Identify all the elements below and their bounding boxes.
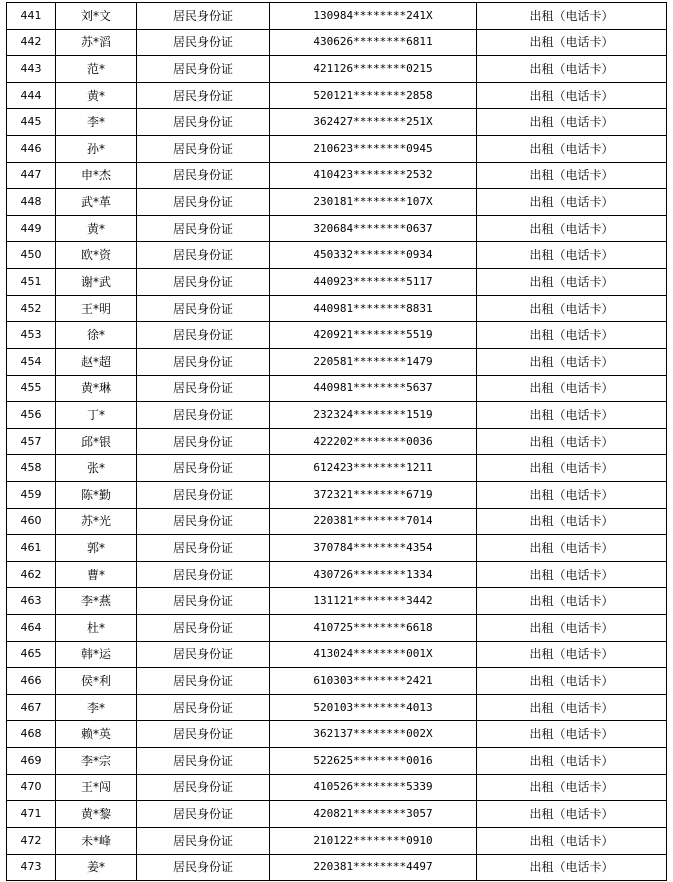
id-type-cell: 居民身份证 [137, 82, 270, 109]
remark-cell: 出租（电话卡） [477, 375, 667, 402]
remark-cell: 出租（电话卡） [477, 402, 667, 429]
id-type-cell: 居民身份证 [137, 322, 270, 349]
table-row [7, 535, 667, 562]
table-row [7, 82, 667, 109]
row-number-cell: 468 [7, 721, 56, 748]
name-cell: 郭* [56, 535, 137, 562]
remark-cell: 出租（电话卡） [477, 774, 667, 801]
id-number-cell: 210122********0910 [270, 827, 477, 854]
row-number-cell: 441 [7, 3, 56, 30]
id-number-cell: 131121********3442 [270, 588, 477, 615]
name-cell: 杜* [56, 615, 137, 642]
id-number-cell: 440981********8831 [270, 295, 477, 322]
id-number-cell: 450332********0934 [270, 242, 477, 269]
name-cell: 刘*文 [56, 3, 137, 30]
row-number-cell: 473 [7, 854, 56, 881]
id-number-cell: 130984********241X [270, 3, 477, 30]
remark-cell: 出租（电话卡） [477, 615, 667, 642]
name-cell: 黄* [56, 82, 137, 109]
row-number-cell: 465 [7, 641, 56, 668]
remark-cell: 出租（电话卡） [477, 508, 667, 535]
table-row [7, 348, 667, 375]
row-number-cell: 463 [7, 588, 56, 615]
table-row [7, 109, 667, 136]
id-type-cell: 居民身份证 [137, 615, 270, 642]
remark-cell: 出租（电话卡） [477, 748, 667, 775]
table-row [7, 402, 667, 429]
remark-cell: 出租（电话卡） [477, 455, 667, 482]
remark-cell: 出租（电话卡） [477, 428, 667, 455]
id-type-cell: 居民身份证 [137, 694, 270, 721]
table-row [7, 508, 667, 535]
table-row [7, 694, 667, 721]
remark-cell: 出租（电话卡） [477, 269, 667, 296]
id-type-cell: 居民身份证 [137, 508, 270, 535]
id-number-cell: 230181********107X [270, 189, 477, 216]
row-number-cell: 445 [7, 109, 56, 136]
remark-cell: 出租（电话卡） [477, 189, 667, 216]
row-number-cell: 449 [7, 215, 56, 242]
id-type-cell: 居民身份证 [137, 56, 270, 83]
id-type-cell: 居民身份证 [137, 668, 270, 695]
id-type-cell: 居民身份证 [137, 162, 270, 189]
id-number-cell: 440981********5637 [270, 375, 477, 402]
id-type-cell: 居民身份证 [137, 136, 270, 163]
id-type-cell: 居民身份证 [137, 641, 270, 668]
id-number-cell: 612423********1211 [270, 455, 477, 482]
row-number-cell: 462 [7, 561, 56, 588]
id-type-cell: 居民身份证 [137, 801, 270, 828]
id-number-cell: 422202********0036 [270, 428, 477, 455]
id-number-cell: 220581********1479 [270, 348, 477, 375]
row-number-cell: 444 [7, 82, 56, 109]
id-number-cell: 362427********251X [270, 109, 477, 136]
id-number-cell: 520103********4013 [270, 694, 477, 721]
remark-cell: 出租（电话卡） [477, 641, 667, 668]
table-row [7, 827, 667, 854]
row-number-cell: 446 [7, 136, 56, 163]
remark-cell: 出租（电话卡） [477, 162, 667, 189]
name-cell: 曹* [56, 561, 137, 588]
name-cell: 张* [56, 455, 137, 482]
table-row [7, 215, 667, 242]
remark-cell: 出租（电话卡） [477, 588, 667, 615]
row-number-cell: 467 [7, 694, 56, 721]
id-type-cell: 居民身份证 [137, 348, 270, 375]
id-type-cell: 居民身份证 [137, 109, 270, 136]
name-cell: 姜* [56, 854, 137, 881]
id-number-cell: 370784********4354 [270, 535, 477, 562]
remark-cell: 出租（电话卡） [477, 561, 667, 588]
id-type-cell: 居民身份证 [137, 748, 270, 775]
remark-cell: 出租（电话卡） [477, 668, 667, 695]
table-row [7, 801, 667, 828]
table-row [7, 162, 667, 189]
row-number-cell: 452 [7, 295, 56, 322]
id-type-cell: 居民身份证 [137, 375, 270, 402]
table-row [7, 588, 667, 615]
row-number-cell: 453 [7, 322, 56, 349]
remark-cell: 出租（电话卡） [477, 827, 667, 854]
id-number-cell: 232324********1519 [270, 402, 477, 429]
id-type-cell: 居民身份证 [137, 215, 270, 242]
id-number-cell: 440923********5117 [270, 269, 477, 296]
id-type-cell: 居民身份证 [137, 295, 270, 322]
id-number-cell: 372321********6719 [270, 481, 477, 508]
id-number-cell: 520121********2858 [270, 82, 477, 109]
id-type-cell: 居民身份证 [137, 774, 270, 801]
name-cell: 苏*光 [56, 508, 137, 535]
row-number-cell: 460 [7, 508, 56, 535]
row-number-cell: 471 [7, 801, 56, 828]
row-number-cell: 464 [7, 615, 56, 642]
table-row [7, 428, 667, 455]
remark-cell: 出租（电话卡） [477, 535, 667, 562]
id-type-cell: 居民身份证 [137, 827, 270, 854]
name-cell: 李* [56, 109, 137, 136]
table-row [7, 641, 667, 668]
row-number-cell: 470 [7, 774, 56, 801]
id-type-cell: 居民身份证 [137, 455, 270, 482]
table-row [7, 3, 667, 30]
remark-cell: 出租（电话卡） [477, 481, 667, 508]
row-number-cell: 448 [7, 189, 56, 216]
remark-cell: 出租（电话卡） [477, 854, 667, 881]
name-cell: 未*峰 [56, 827, 137, 854]
table-row [7, 668, 667, 695]
table-row [7, 615, 667, 642]
row-number-cell: 450 [7, 242, 56, 269]
name-cell: 申*杰 [56, 162, 137, 189]
table-row [7, 295, 667, 322]
row-number-cell: 456 [7, 402, 56, 429]
record-table [6, 2, 667, 881]
remark-cell: 出租（电话卡） [477, 242, 667, 269]
name-cell: 苏*滔 [56, 29, 137, 56]
table-row [7, 269, 667, 296]
remark-cell: 出租（电话卡） [477, 694, 667, 721]
name-cell: 王*明 [56, 295, 137, 322]
id-number-cell: 362137********002X [270, 721, 477, 748]
remark-cell: 出租（电话卡） [477, 721, 667, 748]
id-number-cell: 420921********5519 [270, 322, 477, 349]
id-number-cell: 410423********2532 [270, 162, 477, 189]
name-cell: 邱*银 [56, 428, 137, 455]
id-type-cell: 居民身份证 [137, 481, 270, 508]
id-number-cell: 420821********3057 [270, 801, 477, 828]
id-type-cell: 居民身份证 [137, 3, 270, 30]
name-cell: 赖*英 [56, 721, 137, 748]
table-row [7, 375, 667, 402]
remark-cell: 出租（电话卡） [477, 56, 667, 83]
id-type-cell: 居民身份证 [137, 854, 270, 881]
id-type-cell: 居民身份证 [137, 29, 270, 56]
id-number-cell: 413024********001X [270, 641, 477, 668]
remark-cell: 出租（电话卡） [477, 82, 667, 109]
row-number-cell: 443 [7, 56, 56, 83]
row-number-cell: 442 [7, 29, 56, 56]
id-type-cell: 居民身份证 [137, 428, 270, 455]
remark-cell: 出租（电话卡） [477, 136, 667, 163]
remark-cell: 出租（电话卡） [477, 215, 667, 242]
table-row [7, 561, 667, 588]
remark-cell: 出租（电话卡） [477, 29, 667, 56]
id-type-cell: 居民身份证 [137, 535, 270, 562]
row-number-cell: 461 [7, 535, 56, 562]
id-number-cell: 421126********0215 [270, 56, 477, 83]
table-row [7, 322, 667, 349]
name-cell: 陈*勤 [56, 481, 137, 508]
table-row [7, 189, 667, 216]
name-cell: 赵*超 [56, 348, 137, 375]
table-row [7, 455, 667, 482]
remark-cell: 出租（电话卡） [477, 801, 667, 828]
row-number-cell: 459 [7, 481, 56, 508]
id-type-cell: 居民身份证 [137, 721, 270, 748]
row-number-cell: 451 [7, 269, 56, 296]
table-row [7, 29, 667, 56]
table-row [7, 774, 667, 801]
row-number-cell: 454 [7, 348, 56, 375]
id-type-cell: 居民身份证 [137, 588, 270, 615]
id-number-cell: 320684********0637 [270, 215, 477, 242]
name-cell: 李*燕 [56, 588, 137, 615]
id-type-cell: 居民身份证 [137, 269, 270, 296]
table-row [7, 56, 667, 83]
remark-cell: 出租（电话卡） [477, 348, 667, 375]
id-number-cell: 410526********5339 [270, 774, 477, 801]
name-cell: 孙* [56, 136, 137, 163]
remark-cell: 出租（电话卡） [477, 322, 667, 349]
row-number-cell: 455 [7, 375, 56, 402]
id-number-cell: 610303********2421 [270, 668, 477, 695]
id-number-cell: 220381********4497 [270, 854, 477, 881]
table-row [7, 242, 667, 269]
name-cell: 欧*资 [56, 242, 137, 269]
name-cell: 韩*运 [56, 641, 137, 668]
id-number-cell: 410725********6618 [270, 615, 477, 642]
table-row [7, 854, 667, 881]
id-number-cell: 430726********1334 [270, 561, 477, 588]
name-cell: 侯*利 [56, 668, 137, 695]
id-type-cell: 居民身份证 [137, 402, 270, 429]
table-row [7, 721, 667, 748]
name-cell: 武*革 [56, 189, 137, 216]
name-cell: 丁* [56, 402, 137, 429]
id-number-cell: 210623********0945 [270, 136, 477, 163]
row-number-cell: 447 [7, 162, 56, 189]
id-type-cell: 居民身份证 [137, 561, 270, 588]
name-cell: 徐* [56, 322, 137, 349]
table-row [7, 748, 667, 775]
id-number-cell: 220381********7014 [270, 508, 477, 535]
remark-cell: 出租（电话卡） [477, 109, 667, 136]
remark-cell: 出租（电话卡） [477, 295, 667, 322]
name-cell: 谢*武 [56, 269, 137, 296]
name-cell: 李* [56, 694, 137, 721]
table-row [7, 136, 667, 163]
id-number-cell: 522625********0016 [270, 748, 477, 775]
row-number-cell: 457 [7, 428, 56, 455]
row-number-cell: 458 [7, 455, 56, 482]
row-number-cell: 472 [7, 827, 56, 854]
row-number-cell: 466 [7, 668, 56, 695]
name-cell: 李*宗 [56, 748, 137, 775]
remark-cell: 出租（电话卡） [477, 3, 667, 30]
name-cell: 黄*黎 [56, 801, 137, 828]
name-cell: 黄* [56, 215, 137, 242]
name-cell: 王*闯 [56, 774, 137, 801]
name-cell: 范* [56, 56, 137, 83]
id-number-cell: 430626********6811 [270, 29, 477, 56]
table-row [7, 481, 667, 508]
row-number-cell: 469 [7, 748, 56, 775]
name-cell: 黄*琳 [56, 375, 137, 402]
id-type-cell: 居民身份证 [137, 189, 270, 216]
record-table-body [7, 3, 667, 881]
id-type-cell: 居民身份证 [137, 242, 270, 269]
